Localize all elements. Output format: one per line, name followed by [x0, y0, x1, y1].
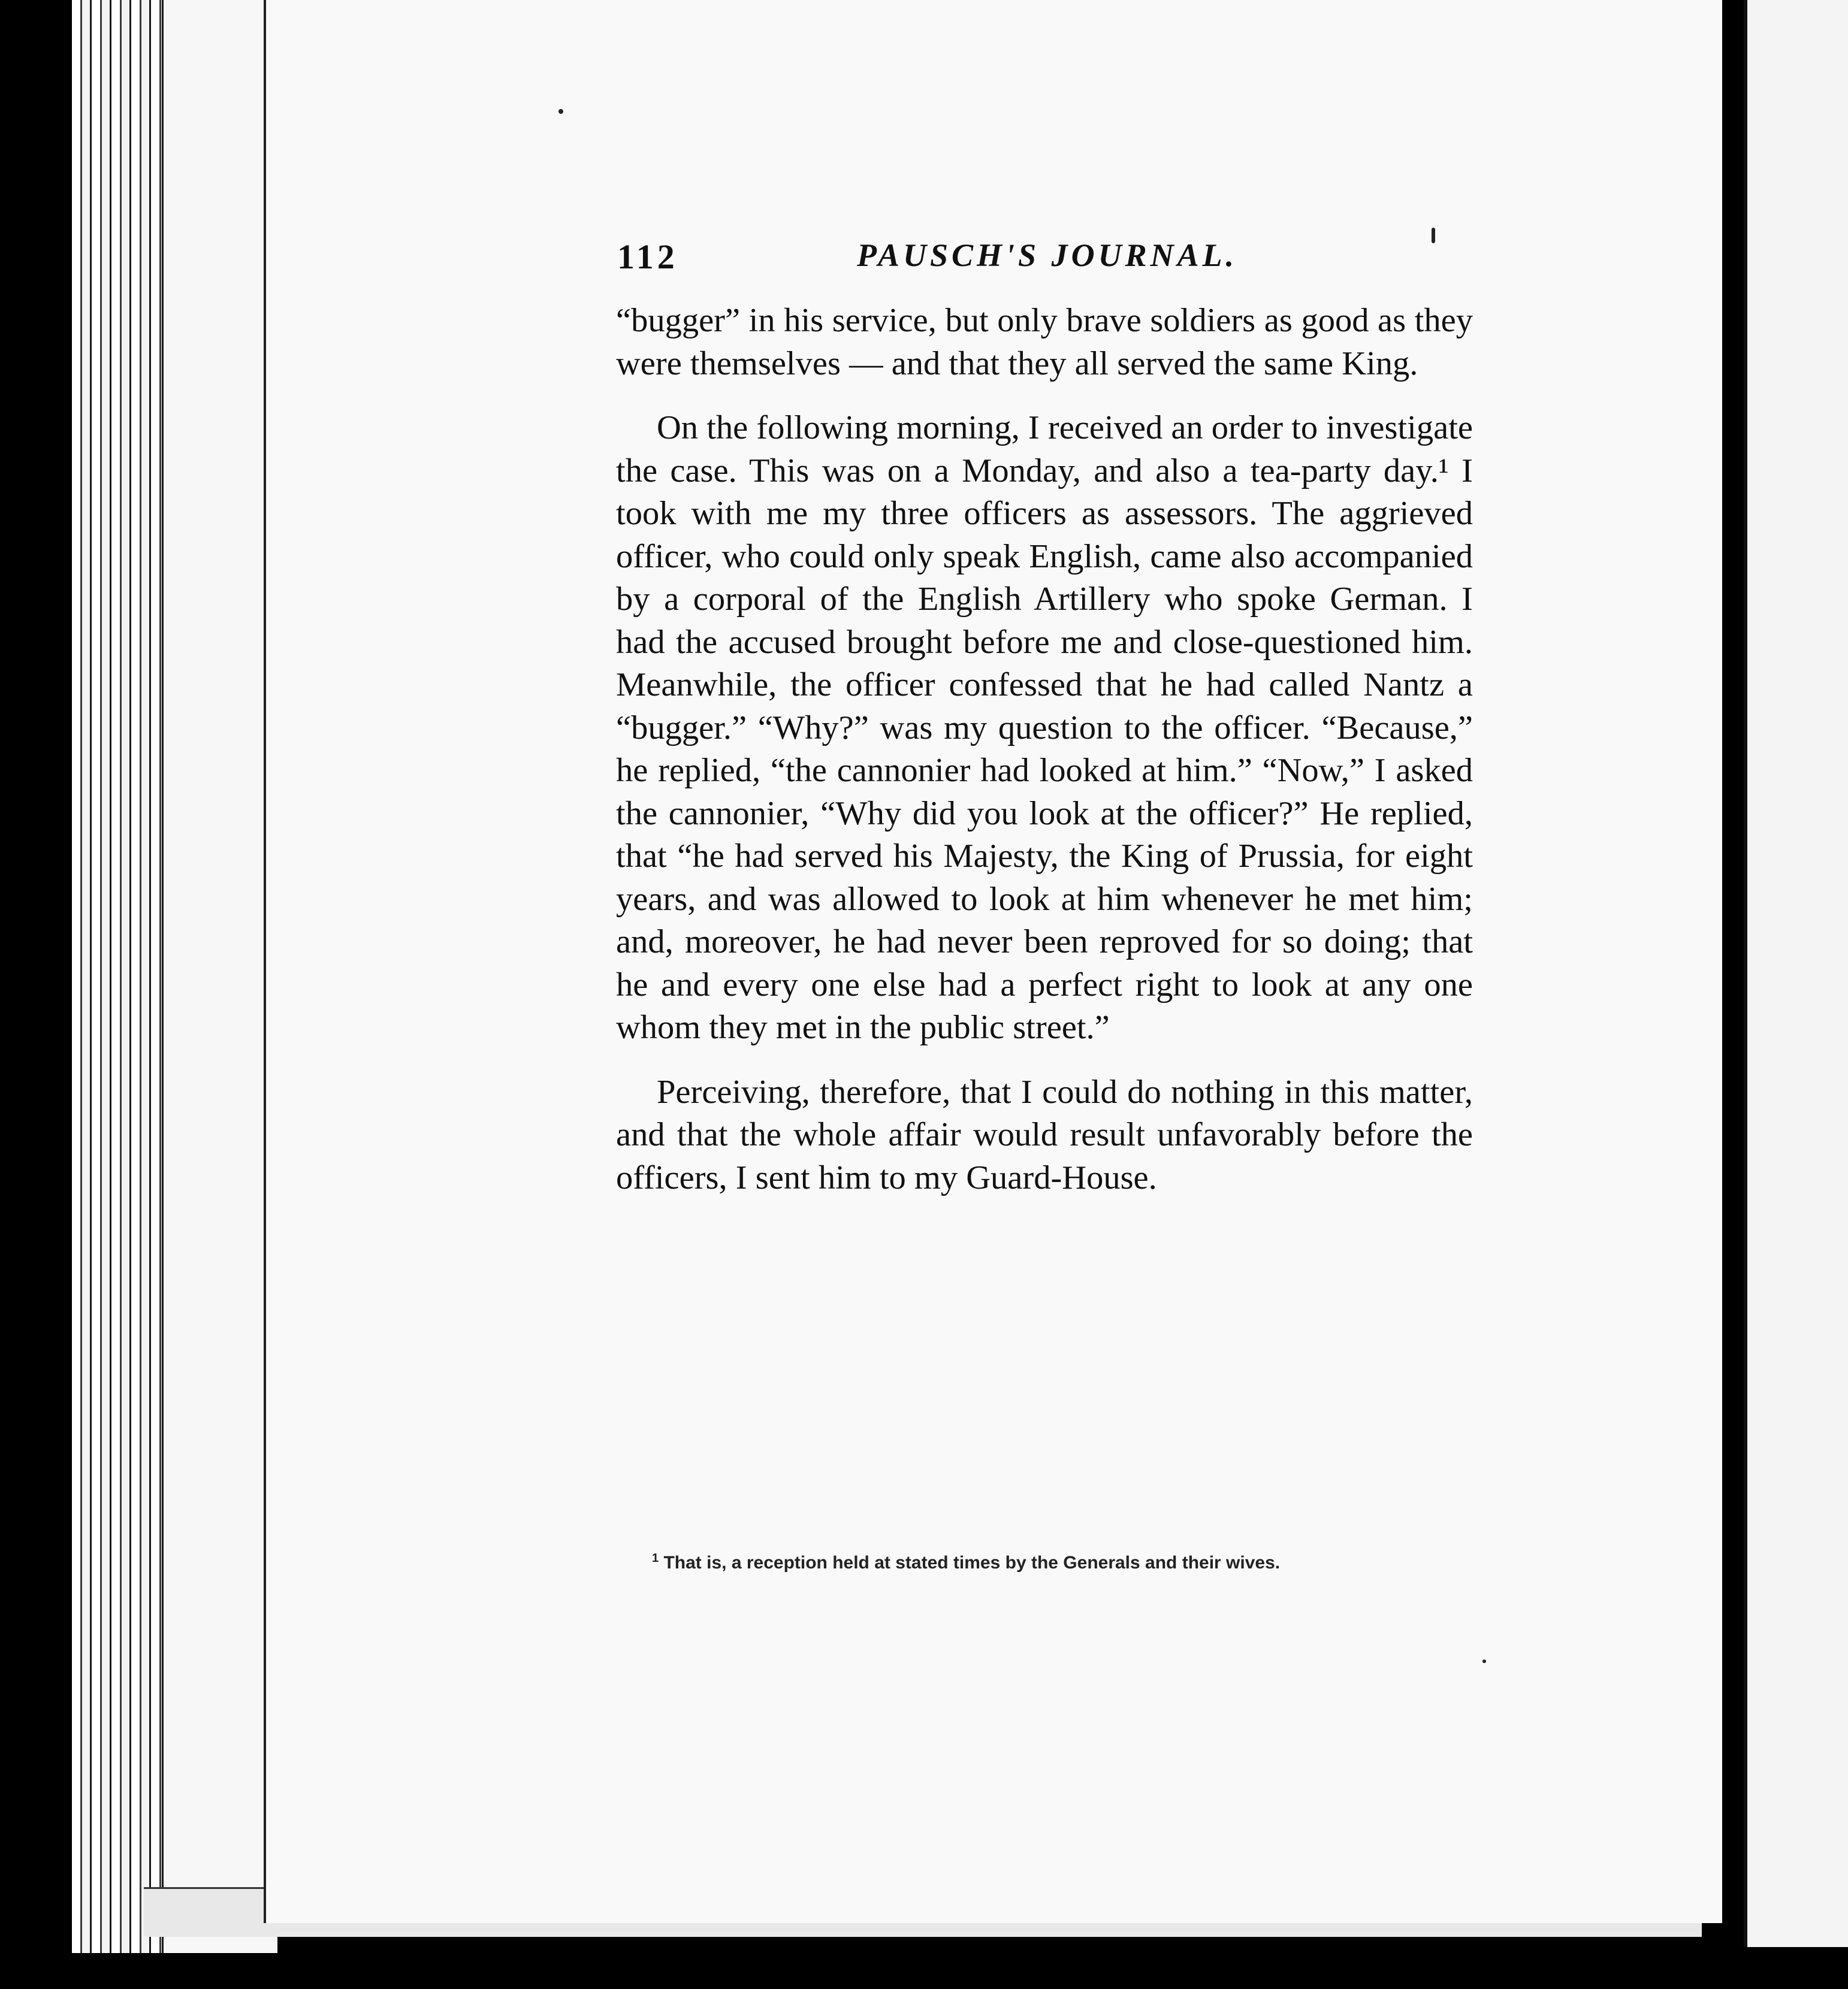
dust-speck	[558, 109, 563, 114]
body-text	[616, 300, 1473, 1199]
running-title: PAUSCH'S JOURNAL.	[857, 237, 1238, 273]
paragraph: On the following morning, I received an order to investigate the case. This was on a Monday, and also a tea-party day.¹ I took with me my three officers as assessors. The aggrieved officer, who could only speak English, came also accompanied by a corporal of the English Artillery who spoke German. I had the accused brought before me and close-questioned him. Meanwhile, the officer confessed that he had called Nantz a “bugger.” “Why?” was my question to the officer. “Because,” he replied, “the cannonier had looked at him.” “Now,” I asked the cannonier, “Why did you look at the officer?” He replied, that “he had served his Majesty, the King of Prussia, for eight years, and was allowed to look at him whenever he met him; and, moreover, he had never been reproved for so doing; that he and every one else had a perfect right to look at any one whom they met in the public street.”	[616, 409, 1473, 1046]
page-header	[617, 237, 1456, 285]
footnote-marker: 1	[652, 1552, 659, 1565]
book-page-edge-inner	[162, 0, 277, 1953]
dust-speck	[1482, 1659, 1486, 1663]
paragraph: “bugger” in his service, but only brave soldiers as good as they were themselves — and that they all served the same King.	[616, 302, 1473, 382]
page-number: 112	[617, 237, 678, 276]
footnote	[652, 1552, 1431, 1573]
facing-page-sliver	[1744, 0, 1848, 1947]
paragraph: Perceiving, therefore, that I could do nothing in this matter, and that the whole affair would result unfavorably before the officers, I sent him to my Guard-House.	[616, 1073, 1473, 1196]
footnote-text: That is, a reception held at stated times by the Generals and their wives.	[663, 1553, 1281, 1573]
